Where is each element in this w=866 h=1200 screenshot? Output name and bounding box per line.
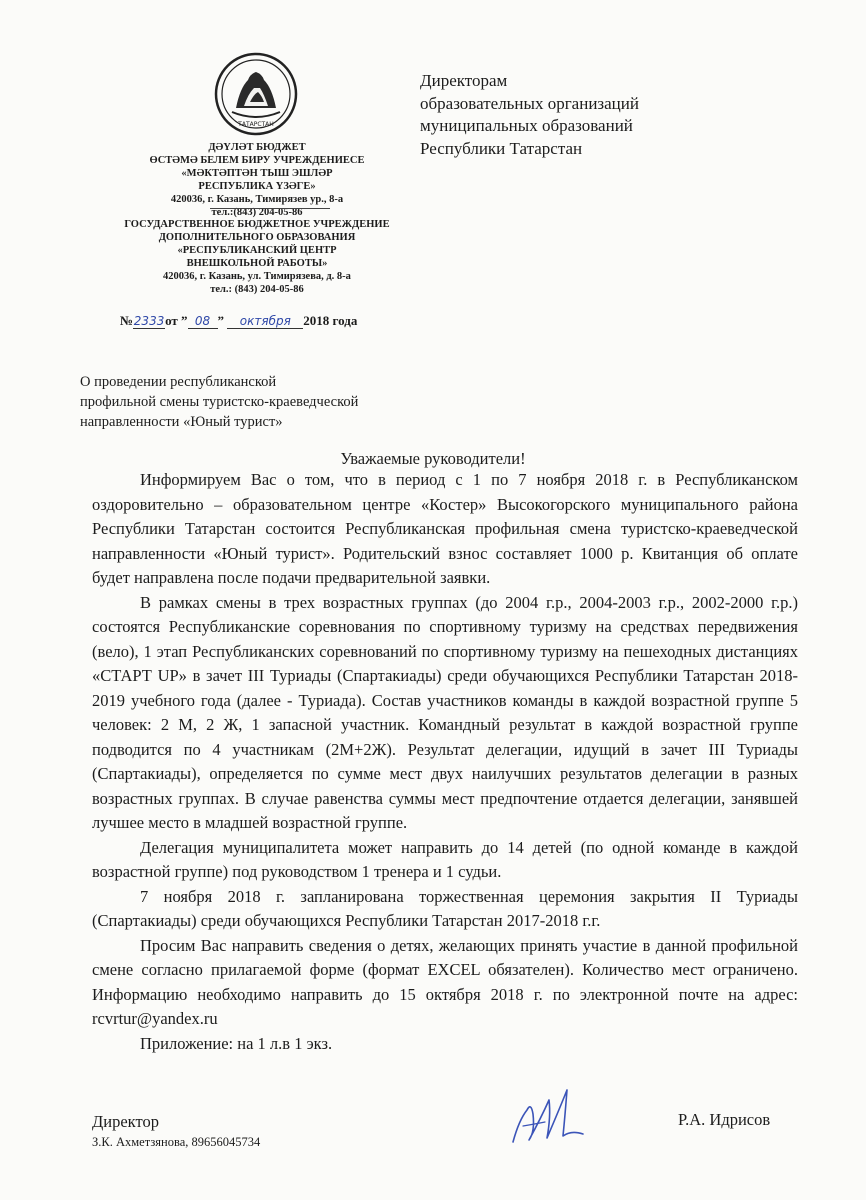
org-name-russian [92,218,422,296]
org-ru-line: ВНЕШКОЛЬНОЙ РАБОТЫ» [186,258,328,269]
attachment-note: Приложение: на 1 л.в 1 экз. [140,1033,333,1053]
org-tt-line: ДӘҮЛӘТ БЮДЖЕТ [208,142,306,153]
body-paragraph: Делегация муниципалитета может направить до 14 детей (по одной команде в каждой возрастной группе) под руководством 1 тренера и 1 судьи. [92,837,798,881]
org-tt-line: РЕСПУБЛИКА ҮЗӘГЕ» [198,181,316,192]
addressee-line: Республики Татарстан [420,138,583,158]
header-divider [210,208,330,209]
reg-month: октября [227,314,303,329]
org-tt-line: «МӘКТӘПТӘН ТЫШ ЭШЛӘР [181,168,333,179]
subject-block [80,372,358,432]
org-ru-phone: тел.: (843) 204-05-86 [210,284,304,295]
reg-day: 08 [188,314,218,329]
org-tt-phone: тел.:(843) 204-05-86 [211,207,303,218]
org-tt-line: ӨСТӘМӘ БЕЛЕМ БИРУ УЧРЕЖДЕНИЕСЕ [149,155,365,166]
addressee-line: муниципальных образований [420,116,633,135]
addressee-block [420,70,639,160]
reg-number-prefix: № [120,313,134,328]
body-paragraph: 7 ноября 2018 г. запланирована торжественная церемония закрытия II Туриады (Спартакиады) среди обучающихся Республики Татарстан 2017-2018 г.г. [92,886,798,930]
org-ru-line: ГОСУДАРСТВЕННОЕ БЮДЖЕТНОЕ УЧРЕЖДЕНИЕ [124,219,390,230]
subject-line: направленности «Юный турист» [80,414,283,430]
org-ru-line: ДОПОЛНИТЕЛЬНОГО ОБРАЗОВАНИЯ [158,232,356,243]
tatarstan-emblem [214,52,298,136]
reg-from: от [165,313,178,328]
addressee-line: образовательных организаций [420,93,639,113]
handwritten-signature [505,1080,590,1150]
subject-line: О проведении республиканской [80,374,277,390]
salutation: Уважаемые руководители! [340,449,526,468]
letter-body [92,468,798,1056]
org-ru-line: «РЕСПУБЛИКАНСКИЙ ЦЕНТР [177,245,337,256]
body-paragraph: Информируем Вас о том, что в период с 1 по 7 ноября 2018 г. в Республиканском оздоровительно – образовательном центре «Костер» Высокогорского муниципального района Республики Татарстан состоится Республиканская профильная смена туристско-краеведческой направленности «Юный турист». Родительский взнос составляет 1000 р. Квитанция об оплате будет направлена после подачи предварительной заявки. [92,470,798,587]
body-paragraph: Просим Вас направить сведения о детях, желающих принять участие в данной профильной смене согласно прилагаемой форме (формат EXCEL обязателен). Количество мест ограничено. Информацию необходимо направить до 15 октября 2018 г. по электронной почте на адрес: rcvrtur@yandex.ru [92,935,798,1028]
registration-line: №2333от ” 08 ” октября 2018 года [120,313,358,328]
addressee-line: Директорам [420,71,508,90]
body-paragraph: В рамках смены в трех возрастных группах (до 2004 г.р., 2004-2003 г.р., 2002-2000 г.р.) состоятся Республиканские соревнования по спортивному туризму на средствах передвижения (вело), 1 этап Республиканских соревнований по спортивному туризму на пешеходных дистанциях «СТАРТ UP» в зачет III Туриады (Спартакиады) среди обучающихся Республики Татарстан 2018-2019 учебного года (далее - Туриада). Состав участников команды в каждой возрастной группе 5 человек: 2 М, 2 Ж, 1 запасной участник. Командный результат в каждой возрастной группе подводится по 4 участникам (2М+2Ж). Результат делегации, идущий в зачет III Туриады (Спартакиады), определяется по сумме мест двух наилучших результатов делегации в разных возрастных группах. В случае равенства суммы мест предпочтение отдается делегации, занявшей лучшее место в младшей возрастной группе. [92,592,798,832]
subject-line: профильной смены туристско-краеведческой [80,394,359,410]
reg-number: 2333 [133,314,165,328]
executor-contact: З.К. Ахметзянова, 89656045734 [92,1135,261,1149]
director-title: Директор [92,1112,159,1131]
emblem-caption: ТАТАРСТАН [238,121,274,128]
reg-year: 2018 года [303,313,358,328]
org-tt-address: 420036, г. Казань, Тимирязев ур., 8-а [170,194,344,205]
signer-name: Р.А. Идрисов [678,1110,771,1129]
org-ru-address: 420036, г. Казань, ул. Тимирязева, д. 8-а [163,271,351,282]
